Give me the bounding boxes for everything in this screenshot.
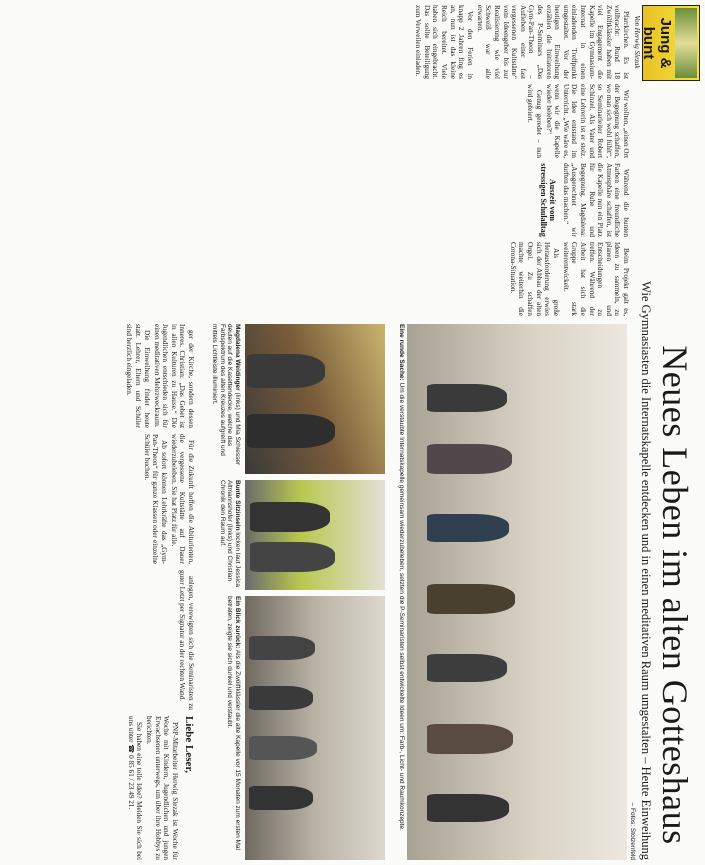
caption-lead: Ein Blick zurück: bbox=[234, 596, 241, 649]
photo-figure bbox=[427, 654, 507, 682]
photo-figure bbox=[247, 354, 325, 388]
photo-seating bbox=[245, 480, 385, 590]
article-column-4 bbox=[5, 242, 630, 316]
caption-lead: Eine runde Sache: bbox=[398, 324, 405, 381]
reader-box-title: Liebe Leser, bbox=[183, 716, 195, 774]
photo-figure bbox=[249, 686, 313, 710]
caption-lead: Bunte Sitzinseln bbox=[234, 480, 241, 531]
article-column-7 bbox=[5, 570, 195, 710]
article-column-5 bbox=[5, 324, 195, 428]
caption-bottom-left bbox=[201, 324, 241, 474]
photo-figure bbox=[247, 414, 335, 448]
article-column-6 bbox=[5, 434, 195, 564]
article-paragraph: Pfarrkirchen. Es ist vollbracht: Rund 18 Zwölftklässler haben mit viel Engagement die Kapelle im Gymnasium-Internat in einen einladenden Treffpunkt umgestaltet. Vor der heutigen Einweihung erzählen die Initiatoren des P-Seminars „Das Gym-Pan-Theon – Aufleben einer fast vergessenen Kultstätte“ vom Ideengeber bis zur Realisierung wie viel Schweiß war alle erwarten. bbox=[475, 5, 630, 79]
kicker: Wie Gymnasiasten die Internatskapelle entdecken und in einen meditativen Raum umgestalten – Heute Einweihung bbox=[639, 281, 653, 860]
rubric-byline: Von Herwig Slezak bbox=[633, 15, 641, 69]
caption-text: Als die Zwölftklässler die alte Kapelle vor 15 Monaten zum ersten Mal betraten, zeigte sie sich dunkel und verstaubt. bbox=[226, 596, 241, 850]
article-column-2 bbox=[5, 84, 630, 158]
photo-credit: – Fotos: Stolzenfeld bbox=[629, 802, 636, 860]
caption-bottom-right bbox=[221, 596, 241, 860]
photo-ceiling bbox=[245, 324, 385, 474]
photo-figure bbox=[249, 736, 317, 760]
article-paragraph: Als große Herausforderung erwies sich der Abbau der alten Orgel. Zu schaffen machte weiterhin die Corona-Situation. bbox=[508, 242, 560, 316]
photo-figure bbox=[427, 384, 507, 412]
photo-figure bbox=[427, 444, 512, 474]
article-paragraph: Beim Projekt galt es, Ideen zu sammeln, zu planen und Entscheidungen zu treffen. Während der Arbeit hat sich die Gruppe stark weiterentwickelt. bbox=[561, 242, 630, 316]
caption-lead: Magdalena Weidinger bbox=[234, 324, 241, 391]
rubric-logo bbox=[642, 5, 700, 81]
article-column-1 bbox=[5, 5, 630, 79]
caption-text: locken laut Jessica Altmannshofer (links) und Christian Chronik den Raum auf. bbox=[218, 480, 241, 587]
photo-figure bbox=[249, 786, 313, 810]
article-subhead: Auszeit vom stressigen Schulalltag bbox=[538, 163, 558, 237]
article-column-3 bbox=[5, 163, 630, 237]
article-paragraph: PNP-Mitarbeiter Herwig Slezak ist Woche für Woche mit Kindern, Jugendlichen und jungen Erwachsenen unterwegs, um über ihre Hobbys zu berichten. bbox=[145, 716, 179, 860]
article-paragraph: Während die bunten Farben eine freundliche Atmosphäre schaffen, ist die Kapelle nun ein Platz für Ruhe und Begegnung. Magdalena: „Ausgerechnet wir durften das machen.“ bbox=[561, 163, 630, 237]
photo-figure bbox=[249, 636, 315, 660]
caption-text: (links) und Mia Schiesser deuten auf die Kasettendecke, welche das Farbspektrum des alten Kreuzes aufgreift und mittels Lichtleiste illuminiert. bbox=[211, 324, 241, 466]
article-paragraph: Sie haben eine tolle Idee? Melden Sie sich bei uns unter ☎ 0 85 61 / 23 49 21. bbox=[126, 716, 144, 860]
photo-figure bbox=[250, 542, 335, 572]
photo-chapel-group bbox=[407, 324, 627, 860]
caption-bottom-mid bbox=[201, 480, 241, 590]
photo-figure bbox=[427, 794, 509, 822]
rubric-title: Jung & bunt bbox=[640, 17, 674, 69]
article-paragraph: Wir wollten, „einen Ort der Begegnung schaffen, wo man sich wohl fühlt“, so Seminarleiter Robert Schinzel. Als Vater und eine Lehrerin ist er stolz. Die Idee entstand im Unterricht. „Wie wäre es, wenn wir die Kapelle wieder beleben?“ bbox=[544, 84, 630, 158]
rubric-photo bbox=[675, 8, 697, 78]
article-paragraph: Ab sofort können Lehrkräfte das „Gym-Pan-Theon“ für ganze Klassen oder einzelne Schüler buchen. bbox=[142, 434, 168, 564]
caption-text: Um die verstaubte Internatskapelle gemeinsam wiederzubeleben, setzten die P-Seminaristen selbst entwickelte Ideen um: Farb-, Licht- und Raumkonzepte. bbox=[398, 382, 405, 831]
caption-top bbox=[397, 324, 405, 860]
article-paragraph: anlegen, verewigten sich die Seminaristen zu guter Letzt per Signatur an der rechten Wand. bbox=[178, 570, 195, 710]
article-paragraph: Vor den Ferien in knapp 2 Jahren fing es an, nun ist das kleine Reich bereitet. Viele haben sich eingebracht. Das sollte Beteiligung zum Verweilen einladen. bbox=[414, 5, 474, 79]
article-paragraph: Für die Zukunft hoffen die Abiturienten, die vergessene Kultstätte auf Dauer wiederzubeleben. Sie hat Platz für alle. bbox=[169, 434, 195, 564]
photo-figure bbox=[427, 584, 515, 614]
article-paragraph: Die Einweihung findet heute statt. Lehrer, Eltern und Schüler sind herzlich eingeladen. bbox=[125, 324, 151, 428]
photo-figure bbox=[250, 502, 330, 532]
headline: Neues Leben im alten Gotteshaus bbox=[655, 345, 695, 845]
article-paragraph: Genug geredet – nun wird gefeiert. bbox=[525, 84, 543, 158]
photo-figure bbox=[427, 724, 513, 754]
photo-figure bbox=[427, 514, 509, 542]
photo-old-chapel bbox=[245, 596, 385, 860]
reader-box bbox=[5, 716, 195, 860]
article-paragraph: ger der Kirche, sondern dessen Inneres. Christian: „Das Gebet ist in allen Kulturen zu Hause.“ Die Jugendlichen entschieden sich für einen meditativen Mehrzweckraum. bbox=[152, 324, 195, 428]
